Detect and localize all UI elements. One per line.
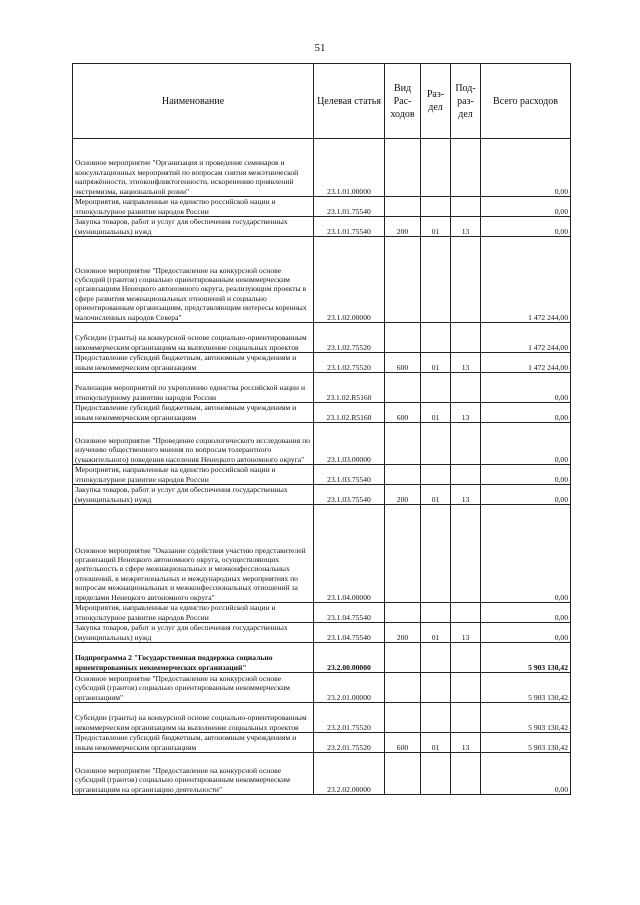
cell-name: Предоставление субсидий бюджетным, автономным учреждениям и иным некоммерческим организациям xyxy=(73,353,314,373)
cell-razdel: 01 xyxy=(421,403,451,423)
cell-total: 0,00 xyxy=(481,373,571,403)
cell-vid xyxy=(385,323,421,353)
cell-podrazdel xyxy=(451,643,481,673)
header-total: Всего расходов xyxy=(481,64,571,139)
cell-razdel xyxy=(421,139,451,197)
table-row xyxy=(73,139,571,197)
cell-code: 23.2.01.75520 xyxy=(314,703,385,733)
cell-total: 5 903 130,42 xyxy=(481,673,571,703)
cell-code: 23.1.01.75540 xyxy=(314,197,385,217)
table-row xyxy=(73,505,571,603)
cell-vid xyxy=(385,643,421,673)
header-razdel: Раз-дел xyxy=(421,64,451,139)
cell-total: 0,00 xyxy=(481,423,571,465)
cell-code: 23.1.04.00000 xyxy=(314,505,385,603)
cell-code: 23.1.01.00000 xyxy=(314,139,385,197)
table-row xyxy=(73,623,571,643)
cell-podrazdel: 13 xyxy=(451,217,481,237)
table-header-row xyxy=(73,64,571,139)
cell-total: 1 472 244,00 xyxy=(481,237,571,323)
cell-name: Предоставление субсидий бюджетным, автономным учреждениям и иным некоммерческим организациям xyxy=(73,403,314,423)
cell-code: 23.1.02.75520 xyxy=(314,323,385,353)
cell-code: 23.1.03.75540 xyxy=(314,485,385,505)
cell-razdel xyxy=(421,237,451,323)
cell-total: 5 903 130,42 xyxy=(481,703,571,733)
table-row xyxy=(73,703,571,733)
table-row xyxy=(73,373,571,403)
cell-razdel xyxy=(421,505,451,603)
cell-code: 23.1.02.R5160 xyxy=(314,373,385,403)
cell-razdel: 01 xyxy=(421,353,451,373)
cell-name: Субсидии (гранты) на конкурсной основе социально-ориентированным некоммерческим организациям на выполнение социальных проектов xyxy=(73,323,314,353)
cell-razdel xyxy=(421,753,451,795)
cell-name: Основное мероприятие "Проведение социологического исследования по изучению общественного мнения по вопросам толерантного (уважительного) поведения населения Ненецкого автономного округа" xyxy=(73,423,314,465)
cell-total: 0,00 xyxy=(481,485,571,505)
cell-name: Мероприятия, направленные на единство российской нации и этнокультурное развитие народов России xyxy=(73,603,314,623)
table-row xyxy=(73,733,571,753)
cell-razdel xyxy=(421,373,451,403)
cell-razdel: 01 xyxy=(421,485,451,505)
cell-total: 0,00 xyxy=(481,465,571,485)
cell-vid: 600 xyxy=(385,403,421,423)
cell-podrazdel xyxy=(451,323,481,353)
cell-code: 23.1.01.75540 xyxy=(314,217,385,237)
cell-razdel xyxy=(421,643,451,673)
cell-vid xyxy=(385,139,421,197)
cell-podrazdel xyxy=(451,703,481,733)
cell-code: 23.1.04.75540 xyxy=(314,623,385,643)
table-row xyxy=(73,485,571,505)
header-code: Целевая статья xyxy=(314,64,385,139)
cell-razdel xyxy=(421,465,451,485)
cell-total: 1 472 244,00 xyxy=(481,323,571,353)
table-row xyxy=(73,753,571,795)
cell-name: Закупка товаров, работ и услуг для обеспечения государственных (муниципальных) нужд xyxy=(73,217,314,237)
cell-podrazdel xyxy=(451,373,481,403)
cell-total: 0,00 xyxy=(481,139,571,197)
cell-total: 0,00 xyxy=(481,603,571,623)
cell-vid: 600 xyxy=(385,733,421,753)
cell-podrazdel: 13 xyxy=(451,623,481,643)
table-row xyxy=(73,323,571,353)
cell-vid xyxy=(385,197,421,217)
cell-podrazdel xyxy=(451,197,481,217)
cell-razdel xyxy=(421,323,451,353)
cell-podrazdel: 13 xyxy=(451,485,481,505)
cell-podrazdel xyxy=(451,753,481,795)
cell-name: Закупка товаров, работ и услуг для обеспечения государственных (муниципальных) нужд xyxy=(73,623,314,643)
cell-podrazdel xyxy=(451,139,481,197)
cell-code: 23.1.02.00000 xyxy=(314,237,385,323)
cell-name: Основное мероприятие "Оказание содействия участию представителей организаций Ненецкого автономного округа, осуществляющих деятельность в сфере межнациональных и межконфессиональных отношений, в межрегиональных и международных мероприятиях по вопросам межнациональных и межконфессиональных отношений за пределами Ненецкого автономного округа" xyxy=(73,505,314,603)
cell-total: 1 472 244,00 xyxy=(481,353,571,373)
cell-podrazdel xyxy=(451,505,481,603)
cell-podrazdel: 13 xyxy=(451,353,481,373)
cell-total: 0,00 xyxy=(481,623,571,643)
cell-total: 0,00 xyxy=(481,197,571,217)
cell-name: Подпрограмма 2 "Государственная поддержка социально ориентированных некоммерческих организаций" xyxy=(73,643,314,673)
cell-podrazdel xyxy=(451,673,481,703)
table-row xyxy=(73,197,571,217)
table-row xyxy=(73,673,571,703)
cell-vid xyxy=(385,465,421,485)
header-name: Наименование xyxy=(73,64,314,139)
cell-name: Основное мероприятие "Предоставление на конкурсной основе субсидий (грантов) социально ориентированным некоммерческим организациям Ненецкого автономного округа, реализующим проекты в сфере развития межнациональных отношений и социально ориентированным организациям, представляющим интересы коренных малочисленных народов Севера" xyxy=(73,237,314,323)
cell-name: Основное мероприятие "Предоставление на конкурсной основе субсидий (грантов) социально ориентированным некоммерческим организациям" xyxy=(73,673,314,703)
cell-name: Субсидии (гранты) на конкурсной основе социально-ориентированным некоммерческим организациям на выполнение социальных проектов xyxy=(73,703,314,733)
cell-total: 0,00 xyxy=(481,403,571,423)
cell-code: 23.1.03.75540 xyxy=(314,465,385,485)
cell-vid xyxy=(385,703,421,733)
cell-name: Предоставление субсидий бюджетным, автономным учреждениям и иным некоммерческим организациям xyxy=(73,733,314,753)
cell-podrazdel: 13 xyxy=(451,733,481,753)
cell-code: 23.2.02.00000 xyxy=(314,753,385,795)
table-row xyxy=(73,403,571,423)
cell-name: Основное мероприятие "Предоставление на конкурсной основе субсидий (грантов) социально ориентированным некоммерческим организациям на организацию деятельности" xyxy=(73,753,314,795)
cell-razdel: 01 xyxy=(421,217,451,237)
cell-vid: 600 xyxy=(385,353,421,373)
cell-razdel xyxy=(421,197,451,217)
cell-podrazdel xyxy=(451,465,481,485)
table-body xyxy=(73,139,571,795)
table-row xyxy=(73,423,571,465)
cell-total: 5 903 130,42 xyxy=(481,733,571,753)
table-row xyxy=(73,237,571,323)
header-podrazdel: Под-раз-дел xyxy=(451,64,481,139)
cell-code: 23.1.03.00000 xyxy=(314,423,385,465)
cell-total: 0,00 xyxy=(481,753,571,795)
cell-code: 23.2.01.00000 xyxy=(314,673,385,703)
table-row xyxy=(73,603,571,623)
cell-vid xyxy=(385,505,421,603)
cell-podrazdel: 13 xyxy=(451,403,481,423)
cell-vid: 200 xyxy=(385,217,421,237)
table-row xyxy=(73,465,571,485)
cell-name: Мероприятия, направленные на единство российской нации и этнокультурное развитие народов России xyxy=(73,197,314,217)
cell-razdel xyxy=(421,423,451,465)
cell-podrazdel xyxy=(451,423,481,465)
header-vid: Вид Рас-ходов xyxy=(385,64,421,139)
cell-name: Закупка товаров, работ и услуг для обеспечения государственных (муниципальных) нужд xyxy=(73,485,314,505)
cell-name: Реализация мероприятий по укреплению единства российской нации и этнокультурному развитию народов России xyxy=(73,373,314,403)
cell-vid xyxy=(385,673,421,703)
cell-vid xyxy=(385,423,421,465)
cell-vid xyxy=(385,237,421,323)
cell-vid: 200 xyxy=(385,485,421,505)
cell-podrazdel xyxy=(451,237,481,323)
cell-razdel: 01 xyxy=(421,623,451,643)
cell-vid xyxy=(385,603,421,623)
cell-razdel xyxy=(421,703,451,733)
table-row xyxy=(73,643,571,673)
cell-vid xyxy=(385,753,421,795)
cell-name: Основное мероприятие "Организация и проведение семинаров и консультационных мероприятий по вопросам снятия межэтнической напряжённости, этноконфликтогенности, искоренению проявлений экстремизма, национальной розни" xyxy=(73,139,314,197)
table-row xyxy=(73,353,571,373)
cell-code: 23.1.02.75520 xyxy=(314,353,385,373)
cell-razdel: 01 xyxy=(421,733,451,753)
cell-total: 0,00 xyxy=(481,217,571,237)
table-row xyxy=(73,217,571,237)
cell-code: 23.1.02.R5160 xyxy=(314,403,385,423)
cell-razdel xyxy=(421,673,451,703)
cell-vid xyxy=(385,373,421,403)
cell-total: 0,00 xyxy=(481,505,571,603)
page-number: 51 xyxy=(314,42,326,54)
cell-name: Мероприятия, направленные на единство российской нации и этнокультурное развитие народов России xyxy=(73,465,314,485)
cell-code: 23.2.01.75520 xyxy=(314,733,385,753)
cell-podrazdel xyxy=(451,603,481,623)
cell-total: 5 903 130,42 xyxy=(481,643,571,673)
budget-table xyxy=(72,63,571,795)
cell-code: 23.2.00.00000 xyxy=(314,643,385,673)
cell-code: 23.1.04.75540 xyxy=(314,603,385,623)
cell-vid: 200 xyxy=(385,623,421,643)
cell-razdel xyxy=(421,603,451,623)
